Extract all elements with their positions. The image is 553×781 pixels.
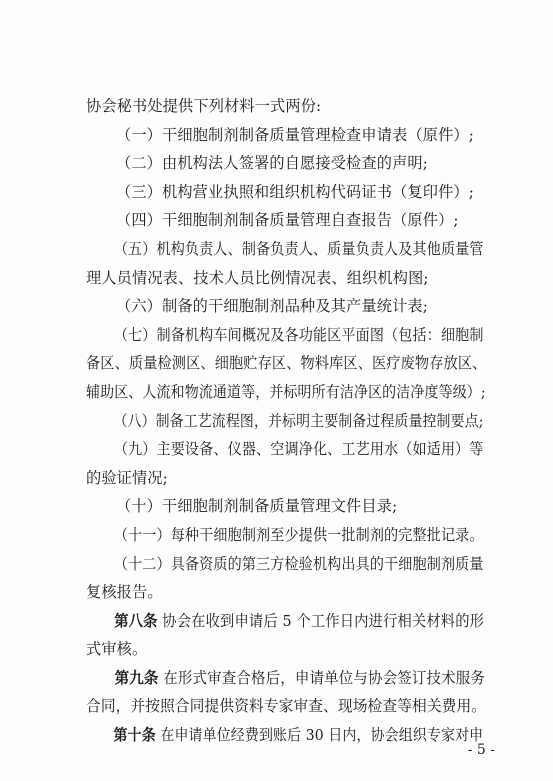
- list-item: （二）由机构法人签署的自愿接受检查的声明;: [116, 154, 429, 173]
- document-body: [86, 92, 486, 750]
- list-item: （十一）每种干细胞制剂至少提供一批制剂的完整批记录。: [113, 525, 484, 544]
- article-10: 第十条 在申请单位经费到账后 30 日内，协会组织专家对申: [113, 726, 484, 745]
- list-item: （七）制备机构车间概况及各功能区平面图（包括：细胞制: [113, 325, 484, 344]
- list-item: （四）干细胞制剂制备质量管理自查报告（原件）;: [116, 211, 459, 230]
- article-8: 第八条 协会在收到申请后 5 个工作日内进行相关材料的形: [114, 611, 485, 630]
- list-item: （十二）具备资质的第三方检验机构出具的干细胞制剂质量: [113, 554, 484, 573]
- text-line: 协会秘书处提供下列材料一式两份:: [86, 97, 322, 115]
- text-line: 备区、质量检测区、细胞贮存区、物料库区、医疗废物存放区、: [86, 354, 487, 373]
- list-item: （五）机构负责人、制备负责人、质量负责人及其他质量管: [113, 239, 484, 258]
- list-item: （九）主要设备、仪器、空调净化、工艺用水（如适用）等: [113, 440, 484, 459]
- list-item: （一）干细胞制剂制备质量管理检查申请表（原件）;: [116, 125, 475, 144]
- article-label: 第十条: [113, 726, 156, 745]
- list-item: （三）机构营业执照和组织机构代码证书（复印件）;: [116, 182, 475, 201]
- list-item: （六）制备的干细胞制剂品种及其产量统计表;: [116, 297, 429, 316]
- page-number: - 5 -: [467, 742, 495, 758]
- list-item: （八）制备工艺流程图，并标明主要制备过程质量控制要点;: [113, 411, 484, 430]
- text-line: 的验证情况;: [86, 468, 168, 487]
- text-line: 复核报告。: [86, 583, 163, 602]
- text-line: 辅助区、人流和物流通道等，并标明所有洁净区的洁净度等级）;: [86, 382, 486, 401]
- article-label: 第八条: [114, 611, 158, 630]
- article-9: 第九条 在形式审查合格后，申请单位与协会签订技术服务: [114, 668, 486, 687]
- list-item: （十）干细胞制剂制备质量管理文件目录;: [116, 497, 398, 516]
- article-label: 第九条: [114, 668, 159, 687]
- text-line: 式审核。: [86, 640, 148, 659]
- text-line: 合同，并按照合同提供资料专家审查、现场检查等相关费用。: [86, 697, 487, 716]
- text-line: 理人员情况表、技术人员比例情况表、组织机构图;: [86, 268, 429, 287]
